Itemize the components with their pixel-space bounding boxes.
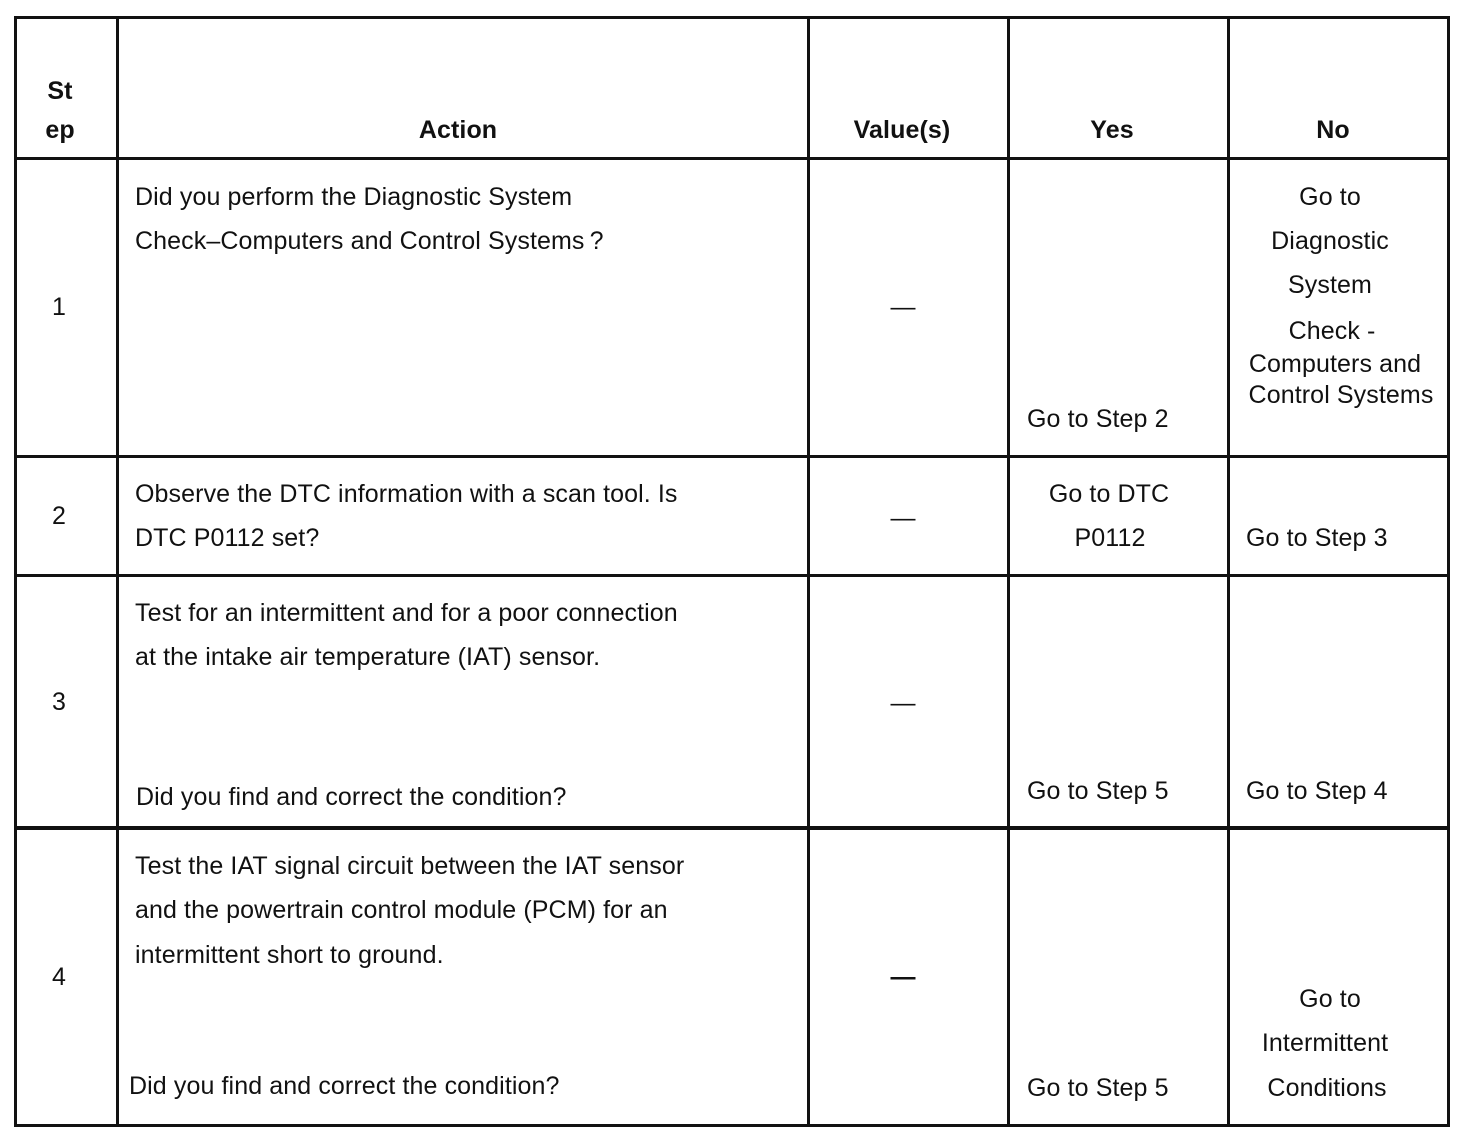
action-text: and the powertrain control module (PCM) for an	[135, 896, 668, 924]
value-cell: —	[890, 293, 916, 321]
action-text: Observe the DTC information with a scan tool. Is	[135, 480, 678, 508]
no-cell-line: System	[1288, 271, 1372, 299]
step-number: 4	[51, 963, 67, 991]
yes-cell: Go to Step 5	[1027, 777, 1169, 805]
action-question: Did you find and correct the condition?	[136, 783, 567, 811]
header-no: No	[1316, 116, 1350, 144]
no-cell-line: Control Systems	[1248, 381, 1434, 409]
no-cell-line: Check -	[1288, 317, 1376, 345]
no-cell: Go to Step 3	[1246, 524, 1388, 552]
action-text: intermittent short to ground.	[135, 941, 444, 969]
yes-cell-line: P0112	[1074, 524, 1146, 552]
action-question: Did you find and correct the condition?	[129, 1072, 560, 1100]
action-text: Check–Computers and Control Systems ?	[135, 227, 604, 255]
yes-cell: Go to Step 2	[1027, 405, 1169, 433]
action-text: at the intake air temperature (IAT) sensor.	[135, 643, 601, 671]
action-text: Test the IAT signal circuit between the IAT sensor	[135, 852, 685, 880]
no-cell: Go to Step 4	[1246, 777, 1388, 805]
step-number: 3	[51, 688, 67, 716]
header-yes: Yes	[1090, 116, 1134, 144]
header-action: Action	[418, 116, 498, 144]
no-cell-line: Computers and	[1248, 350, 1422, 378]
value-cell: —	[890, 689, 916, 717]
header-values: Value(s)	[853, 116, 951, 144]
step-number: 1	[51, 293, 67, 321]
no-cell-line: Conditions	[1267, 1074, 1387, 1102]
step-number: 2	[51, 502, 67, 530]
yes-cell: Go to Step 5	[1027, 1074, 1169, 1102]
no-cell-line: Intermittent	[1261, 1029, 1389, 1057]
no-cell-line: Diagnostic	[1271, 227, 1389, 255]
header-step: St ep	[45, 77, 75, 144]
no-cell-line: Go to	[1299, 985, 1361, 1013]
action-text: Did you perform the Diagnostic System	[135, 183, 573, 211]
value-cell: —	[890, 504, 916, 532]
action-text: DTC P0112 set?	[135, 524, 320, 552]
action-text: Test for an intermittent and for a poor connection	[135, 599, 678, 627]
no-cell-line: Go to	[1299, 183, 1361, 211]
value-cell: —	[890, 963, 916, 991]
yes-cell-line: Go to DTC	[1048, 480, 1170, 508]
